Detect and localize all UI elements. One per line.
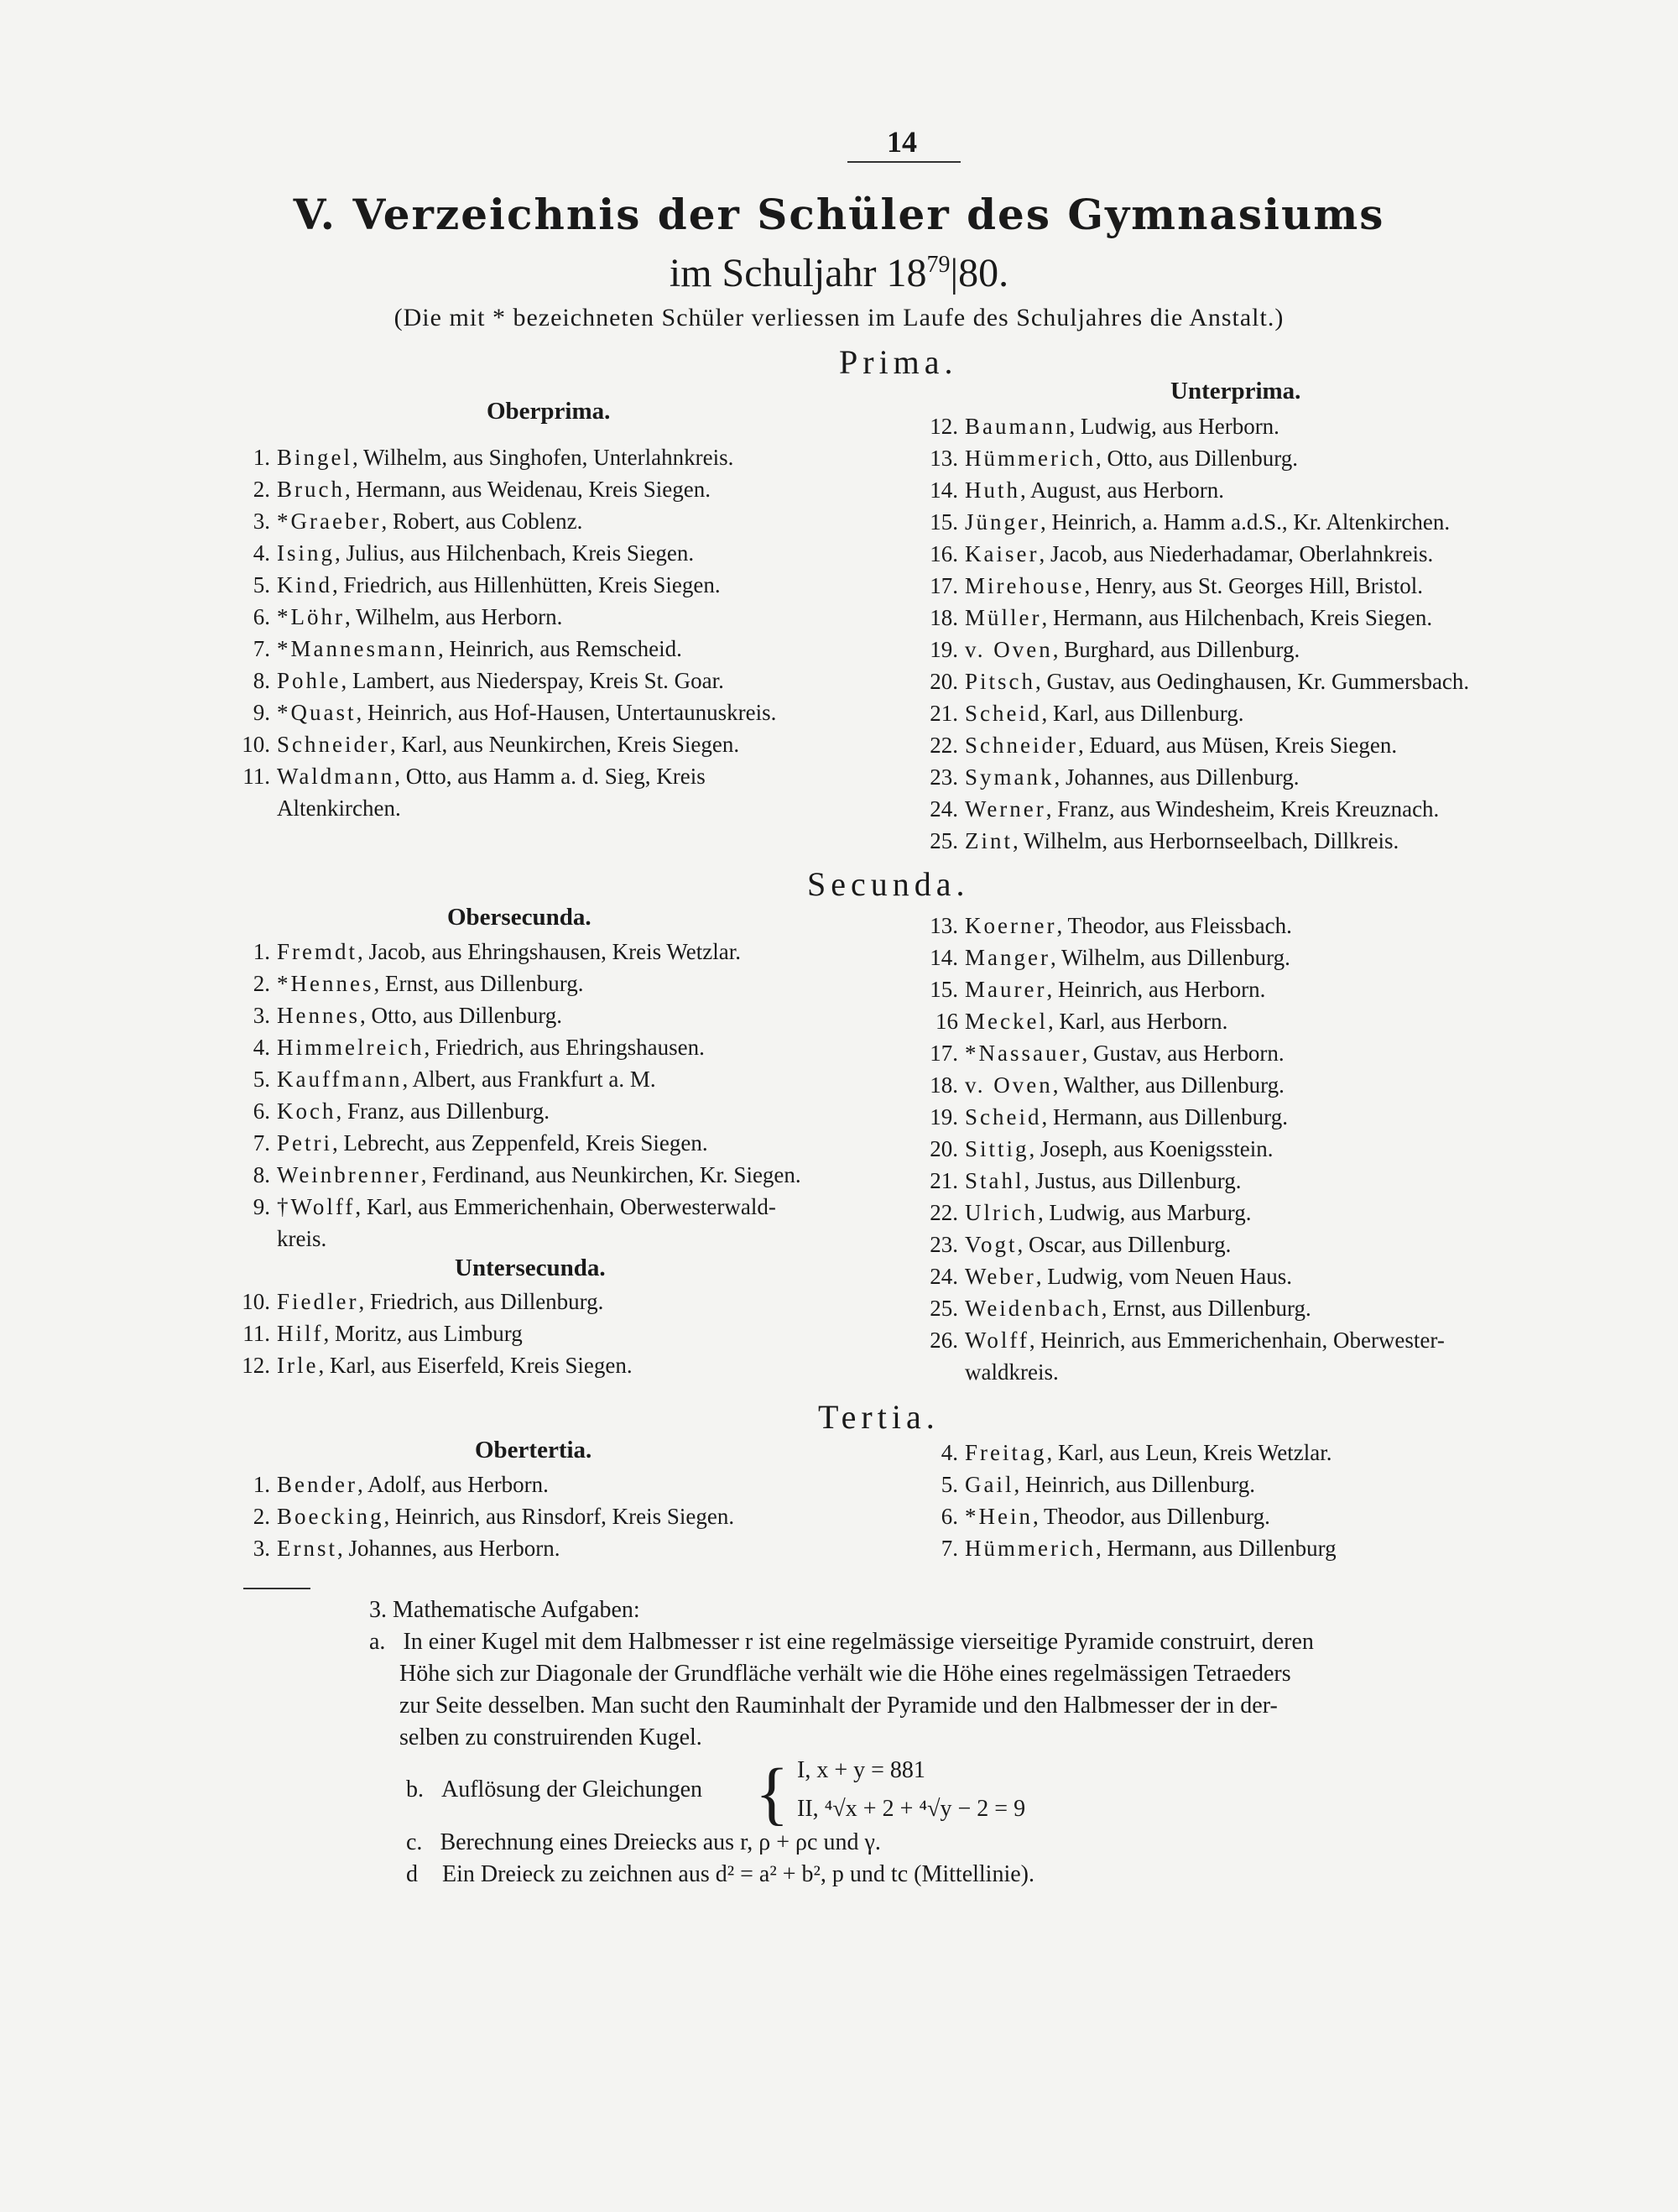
task-c-text: Berechnung eines Dreiecks aus r, ρ + ρc und γ. — [440, 1829, 881, 1855]
student-surname: Weidenbach — [965, 1296, 1102, 1321]
student-details: , Friedrich, aus Dillenburg. — [358, 1289, 604, 1314]
student-entry — [923, 1165, 1445, 1197]
student-number: 10. — [242, 732, 270, 757]
task-d-label: d — [406, 1861, 418, 1887]
student-number: 14. — [930, 945, 958, 970]
student-entry — [923, 410, 1469, 442]
student-entry — [923, 942, 1445, 973]
student-details: , Robert, aus Coblenz. — [381, 509, 583, 534]
student-details: , Lebrecht, aus Zeppenfeld, Kreis Siegen. — [332, 1130, 708, 1156]
student-entry — [235, 601, 776, 633]
student-entry — [235, 1095, 801, 1127]
student-details: , Theodor, aus Dillenburg. — [1032, 1504, 1270, 1529]
student-details: , Heinrich, aus Emmerichenhain, Oberwester- — [1029, 1328, 1445, 1353]
student-entry — [235, 569, 776, 601]
student-details: , Otto, aus Dillenburg. — [359, 1003, 562, 1028]
student-entry — [235, 696, 776, 728]
student-details: , Burghard, aus Dillenburg. — [1052, 637, 1300, 662]
student-entry — [235, 633, 776, 665]
student-number: 13. — [930, 446, 958, 471]
student-surname: Fiedler — [277, 1289, 359, 1314]
student-entry — [923, 729, 1469, 761]
student-details: , Hermann, aus Dillenburg — [1095, 1536, 1337, 1561]
student-entry — [235, 728, 776, 760]
student-surname: Kauffmann — [277, 1067, 403, 1092]
student-number: 2. — [253, 971, 270, 996]
student-entry — [923, 697, 1469, 729]
student-entry — [235, 968, 801, 999]
student-details: , Ernst, aus Dillenburg. — [373, 971, 584, 996]
subhead-untersecunda: Untersecunda. — [455, 1255, 606, 1281]
math-task-b — [406, 1776, 702, 1803]
subtitle-sup: 79 — [926, 252, 951, 278]
student-details: , Heinrich, aus Hof-Hausen, Untertaunuskreis. — [356, 700, 777, 725]
student-details: , Wilhelm, aus Herbornseelbach, Dillkreis. — [1013, 828, 1399, 853]
student-number: 8. — [253, 668, 270, 693]
student-surname: Koch — [277, 1098, 336, 1124]
student-details: , Lambert, aus Niederspay, Kreis St. Goar. — [341, 668, 724, 693]
task-a-label: a. — [369, 1629, 386, 1655]
subhead-unterprima: Unterprima. — [1170, 378, 1301, 404]
student-details: , Albert, aus Frankfurt a. M. — [402, 1067, 656, 1092]
student-entry — [235, 999, 801, 1031]
student-surname: Hennes — [277, 1003, 360, 1028]
math-heading: 3. Mathematische Aufgaben: — [369, 1597, 640, 1623]
math-task-c — [406, 1829, 881, 1856]
student-number: 5. — [253, 1067, 270, 1092]
student-number: 12. — [930, 414, 958, 439]
equation-1: I, x + y = 881 — [797, 1757, 925, 1783]
student-entry — [923, 973, 1445, 1005]
student-number: 4. — [253, 1035, 270, 1060]
student-entry — [923, 1037, 1445, 1069]
student-surname: Symank — [965, 764, 1055, 790]
student-entry — [923, 634, 1469, 665]
student-entry — [235, 505, 776, 537]
student-number: 19. — [930, 637, 958, 662]
student-number: 7. — [253, 636, 270, 661]
student-details: , Johannes, aus Dillenburg. — [1054, 764, 1300, 790]
student-entry — [923, 793, 1469, 825]
student-entry — [923, 506, 1469, 538]
student-entry — [923, 1292, 1445, 1324]
student-number: 2. — [253, 1504, 270, 1529]
list-tertia-right — [923, 1437, 1337, 1564]
student-number: 25. — [930, 1296, 958, 1321]
student-details: , Heinrich, aus Rinsdorf, Kreis Siegen. — [383, 1504, 735, 1529]
student-surname: Maurer — [965, 977, 1047, 1002]
math-section — [369, 1594, 1577, 1754]
student-number: 9. — [253, 700, 270, 725]
student-entry — [923, 1500, 1337, 1532]
student-surname: Meckel — [965, 1009, 1048, 1034]
list-obertertia — [235, 1469, 734, 1564]
student-entry — [923, 1260, 1445, 1292]
student-number: 6. — [253, 1098, 270, 1124]
student-entry — [923, 474, 1469, 506]
student-surname: Wolff — [965, 1328, 1029, 1353]
student-number: 18. — [930, 1072, 958, 1098]
student-number: 16 — [935, 1009, 958, 1034]
student-number: 21. — [930, 1168, 958, 1193]
student-details: , August, aus Herborn. — [1020, 477, 1224, 503]
student-surname: *Hennes — [277, 971, 374, 996]
student-number: 20. — [930, 669, 958, 694]
student-surname: Stahl — [965, 1168, 1024, 1193]
student-number: 4. — [941, 1440, 958, 1465]
student-surname: Hümmerich — [965, 1536, 1096, 1561]
student-number: 12. — [242, 1353, 270, 1378]
student-number: 25. — [930, 828, 958, 853]
student-details: , Oscar, aus Dillenburg. — [1017, 1232, 1232, 1257]
student-entry — [235, 1191, 801, 1255]
subhead-oberprima: Oberprima. — [487, 398, 611, 425]
student-entry — [923, 1324, 1445, 1388]
student-details: , Karl, aus Neunkirchen, Kreis Siegen. — [389, 732, 740, 757]
student-number: 6. — [941, 1504, 958, 1529]
student-surname: Manger — [965, 945, 1050, 970]
student-surname: Pohle — [277, 668, 341, 693]
student-entry — [923, 825, 1469, 857]
student-number: 18. — [930, 605, 958, 630]
student-number: 8. — [253, 1162, 270, 1187]
student-details: , Wilhelm, aus Singhofen, Unterlahnkreis. — [352, 445, 734, 470]
student-entry — [235, 1159, 801, 1191]
student-surname: Hümmerich — [965, 446, 1096, 471]
task-b-label: b. — [406, 1776, 424, 1802]
student-number: 3. — [253, 509, 270, 534]
student-entry — [235, 936, 801, 968]
student-number: 11. — [242, 1321, 270, 1346]
section-prima: Prima. — [839, 343, 958, 381]
student-details: , Karl, aus Leun, Kreis Wetzlar. — [1046, 1440, 1332, 1465]
equation-2: II, ⁴√x + 2 + ⁴√y − 2 = 9 — [797, 1796, 1026, 1822]
student-details: , Justus, aus Dillenburg. — [1024, 1168, 1242, 1193]
student-surname: Weber — [965, 1264, 1036, 1289]
student-details: , Gustav, aus Herborn. — [1081, 1041, 1285, 1066]
student-details: , Heinrich, aus Herborn. — [1046, 977, 1266, 1002]
student-details: , Ludwig, vom Neuen Haus. — [1035, 1264, 1292, 1289]
student-number: 22. — [930, 1200, 958, 1225]
student-details: , Otto, aus Dillenburg. — [1095, 446, 1298, 471]
student-surname: Vogt — [965, 1232, 1018, 1257]
student-entry — [235, 1063, 801, 1095]
student-number: 15. — [930, 509, 958, 535]
student-surname: Bruch — [277, 477, 345, 502]
student-number: 5. — [941, 1472, 958, 1497]
student-number: 24. — [930, 1264, 958, 1289]
math-task-d — [406, 1861, 1034, 1888]
student-details-continued: kreis. — [277, 1226, 327, 1251]
student-number: 24. — [930, 796, 958, 822]
student-entry — [923, 761, 1469, 793]
student-details: , Joseph, aus Koenigsstein. — [1029, 1136, 1274, 1161]
task-a-line-3: zur Seite desselben. Man sucht den Rauminhalt der Pyramide und den Halbmesser der in der- — [399, 1693, 1278, 1719]
student-surname: *Mannesmann — [277, 636, 438, 661]
student-number: 26. — [930, 1328, 958, 1353]
student-surname: *Löhr — [277, 604, 345, 629]
student-entry — [235, 1317, 633, 1349]
separator-rule — [243, 1588, 310, 1589]
student-entry — [923, 1005, 1445, 1037]
page-subtitle — [0, 250, 1678, 296]
student-surname: Fremdt — [277, 939, 357, 964]
student-details: , Karl, aus Herborn. — [1047, 1009, 1228, 1034]
student-number: 1. — [253, 939, 270, 964]
task-c-label: c. — [406, 1829, 423, 1855]
student-surname: Huth — [965, 477, 1020, 503]
student-entry — [923, 1229, 1445, 1260]
student-number: 20. — [930, 1136, 958, 1161]
student-details: , Otto, aus Hamm a. d. Sieg, Kreis — [394, 764, 706, 789]
student-entry — [923, 1532, 1337, 1564]
student-entry — [235, 760, 776, 824]
student-surname: Pitsch — [965, 669, 1036, 694]
student-details: , Franz, aus Windesheim, Kreis Kreuznach. — [1045, 796, 1440, 822]
student-surname: Himmelreich — [277, 1035, 425, 1060]
student-number: 10. — [242, 1289, 270, 1314]
math-task-a — [369, 1626, 1577, 1658]
student-number: 14. — [930, 477, 958, 503]
student-entry — [235, 1500, 734, 1532]
student-details: , Jacob, aus Niederhadamar, Oberlahnkreis. — [1039, 541, 1434, 566]
student-surname: Schneider — [965, 733, 1078, 758]
student-number: 1. — [253, 445, 270, 470]
student-number: 19. — [930, 1104, 958, 1129]
student-entry — [923, 570, 1469, 602]
student-surname: Müller — [965, 605, 1042, 630]
student-details: , Eduard, aus Müsen, Kreis Siegen. — [1077, 733, 1398, 758]
student-surname: Freitag — [965, 1440, 1047, 1465]
student-number: 11. — [242, 764, 270, 789]
student-details: , Heinrich, a. Hamm a.d.S., Kr. Altenkirchen. — [1040, 509, 1451, 535]
student-surname: v. Oven — [965, 1072, 1053, 1098]
task-d-text: Ein Dreieck zu zeichnen aus d² = a² + b², p und tc (Mittellinie). — [442, 1861, 1034, 1887]
student-details: , Ferdinand, aus Neunkirchen, Kr. Siegen. — [420, 1162, 801, 1187]
student-surname: Schneider — [277, 732, 390, 757]
student-details: , Karl, aus Eiserfeld, Kreis Siegen. — [318, 1353, 633, 1378]
student-number: 23. — [930, 1232, 958, 1257]
student-surname: Bender — [277, 1472, 357, 1497]
student-details: , Wilhelm, aus Dillenburg. — [1050, 945, 1290, 970]
student-number: 6. — [253, 604, 270, 629]
task-a-line-1: In einer Kugel mit dem Halbmesser r ist eine regelmässige vierseitige Pyramide construirt, deren — [403, 1629, 1314, 1655]
section-secunda: Secunda. — [807, 865, 970, 903]
student-number: 15. — [930, 977, 958, 1002]
list-unterprima — [923, 410, 1469, 857]
student-number: 5. — [253, 572, 270, 597]
student-surname: Ulrich — [965, 1200, 1038, 1225]
task-b-text: Auflösung der Gleichungen — [441, 1776, 703, 1802]
student-number: 13. — [930, 913, 958, 938]
student-surname: *Nassauer — [965, 1041, 1082, 1066]
student-entry — [235, 665, 776, 696]
student-entry — [235, 1031, 801, 1063]
student-number: 16. — [930, 541, 958, 566]
student-surname: Gail — [965, 1472, 1014, 1497]
subtitle-suffix: |80. — [950, 251, 1009, 295]
student-details: , Theodor, aus Fleissbach. — [1056, 913, 1292, 938]
student-surname: v. Oven — [965, 637, 1053, 662]
student-number: 17. — [930, 573, 958, 598]
student-details: , Ludwig, aus Herborn. — [1069, 414, 1279, 439]
student-details: , Karl, aus Dillenburg. — [1041, 701, 1244, 726]
student-surname: *Hein — [965, 1504, 1033, 1529]
student-details: , Wilhelm, aus Herborn. — [344, 604, 563, 629]
student-details: , Jacob, aus Ehringshausen, Kreis Wetzlar. — [357, 939, 741, 964]
student-details: , Moritz, aus Limburg — [323, 1321, 523, 1346]
student-details: , Friedrich, aus Ehringshausen. — [424, 1035, 705, 1060]
task-a-line-4: selben zu construirenden Kugel. — [399, 1724, 702, 1750]
student-number: 3. — [253, 1003, 270, 1028]
student-details: , Ernst, aus Dillenburg. — [1101, 1296, 1311, 1321]
student-details: , Johannes, aus Herborn. — [337, 1536, 560, 1561]
student-details: , Walther, aus Dillenburg. — [1052, 1072, 1285, 1098]
list-untersecunda — [235, 1286, 633, 1381]
student-entry — [923, 1437, 1337, 1469]
student-details: , Friedrich, aus Hillenhütten, Kreis Siegen. — [332, 572, 721, 597]
section-tertia: Tertia. — [818, 1398, 940, 1436]
list-secunda-right — [923, 910, 1445, 1388]
student-entry — [923, 442, 1469, 474]
student-number: 2. — [253, 477, 270, 502]
student-number: 23. — [930, 764, 958, 790]
student-entry — [923, 665, 1469, 697]
student-details: , Hermann, aus Dillenburg. — [1041, 1104, 1288, 1129]
student-entry — [923, 1197, 1445, 1229]
student-surname: Kind — [277, 572, 332, 597]
student-entry — [235, 473, 776, 505]
student-surname: Werner — [965, 796, 1046, 822]
equation-brace: { — [755, 1755, 789, 1833]
student-surname: Petri — [277, 1130, 332, 1156]
student-entry — [235, 441, 776, 473]
subhead-obersecunda: Obersecunda. — [447, 904, 591, 931]
student-surname: Waldmann — [277, 764, 395, 789]
student-details: , Hermann, aus Weidenau, Kreis Siegen. — [344, 477, 711, 502]
student-entry — [923, 1069, 1445, 1101]
subhead-obertertia: Obertertia. — [475, 1437, 592, 1463]
student-surname: Boecking — [277, 1504, 384, 1529]
student-details: , Heinrich, aus Dillenburg. — [1014, 1472, 1255, 1497]
student-entry — [923, 910, 1445, 942]
student-entry — [923, 1133, 1445, 1165]
student-details: , Gustav, aus Oedinghausen, Kr. Gummersbach. — [1035, 669, 1470, 694]
student-details: , Hermann, aus Hilchenbach, Kreis Siegen. — [1041, 605, 1433, 630]
student-number: 21. — [930, 701, 958, 726]
student-number: 22. — [930, 733, 958, 758]
page-number: 14 — [887, 125, 917, 159]
student-surname: †Wolff — [277, 1194, 356, 1219]
student-surname: Scheid — [965, 701, 1042, 726]
student-surname: Scheid — [965, 1104, 1042, 1129]
student-entry — [923, 1101, 1445, 1133]
student-entry — [235, 1349, 633, 1381]
student-surname: Ising — [277, 540, 335, 566]
student-entry — [235, 537, 776, 569]
student-surname: Koerner — [965, 913, 1057, 938]
student-details: , Heinrich, aus Remscheid. — [437, 636, 682, 661]
student-surname: Zint — [965, 828, 1013, 853]
student-entry — [235, 1127, 801, 1159]
student-surname: Bingel — [277, 445, 352, 470]
subtitle-prefix: im Schuljahr 18 — [669, 251, 927, 295]
list-oberprima — [235, 441, 776, 824]
student-details: , Adolf, aus Herborn. — [357, 1472, 549, 1497]
student-surname: Weinbrenner — [277, 1162, 421, 1187]
student-entry — [923, 1469, 1337, 1500]
student-details-continued: waldkreis. — [965, 1359, 1059, 1385]
student-details: , Franz, aus Dillenburg. — [336, 1098, 550, 1124]
page-number-rule — [847, 161, 961, 163]
student-number: 4. — [253, 540, 270, 566]
student-surname: *Graeber — [277, 509, 382, 534]
student-surname: Mirehouse — [965, 573, 1085, 598]
student-number: 1. — [253, 1472, 270, 1497]
student-surname: Sittig — [965, 1136, 1029, 1161]
student-details: , Karl, aus Emmerichenhain, Oberwesterwald- — [355, 1194, 776, 1219]
page-note: (Die mit * bezeichneten Schüler verliessen im Laufe des Schuljahres die Anstalt.) — [393, 304, 1285, 331]
student-surname: Jünger — [965, 509, 1040, 535]
student-details: , Henry, aus St. Georges Hill, Bristol. — [1084, 573, 1423, 598]
student-entry — [235, 1469, 734, 1500]
task-a-line-2: Höhe sich zur Diagonale der Grundfläche verhält wie die Höhe eines regelmässigen Tetraeders — [399, 1661, 1291, 1687]
student-entry — [235, 1286, 633, 1317]
student-details: , Julius, aus Hilchenbach, Kreis Siegen. — [335, 540, 695, 566]
student-number: 17. — [930, 1041, 958, 1066]
student-surname: Baumann — [965, 414, 1070, 439]
student-surname: *Quast — [277, 700, 357, 725]
student-number: 7. — [941, 1536, 958, 1561]
student-details-continued: Altenkirchen. — [277, 796, 401, 821]
student-surname: Hilf — [277, 1321, 324, 1346]
student-surname: Irle — [277, 1353, 319, 1378]
student-entry — [923, 602, 1469, 634]
student-surname: Ernst — [277, 1536, 337, 1561]
list-obersecunda — [235, 936, 801, 1255]
student-number: 9. — [253, 1194, 270, 1219]
student-number: 3. — [253, 1536, 270, 1561]
student-entry — [235, 1532, 734, 1564]
student-number: 7. — [253, 1130, 270, 1156]
page-title: V. Verzeichnis der Schüler des Gymnasiums — [293, 190, 1385, 239]
student-details: , Ludwig, aus Marburg. — [1037, 1200, 1252, 1225]
student-surname: Kaiser — [965, 541, 1040, 566]
student-entry — [923, 538, 1469, 570]
